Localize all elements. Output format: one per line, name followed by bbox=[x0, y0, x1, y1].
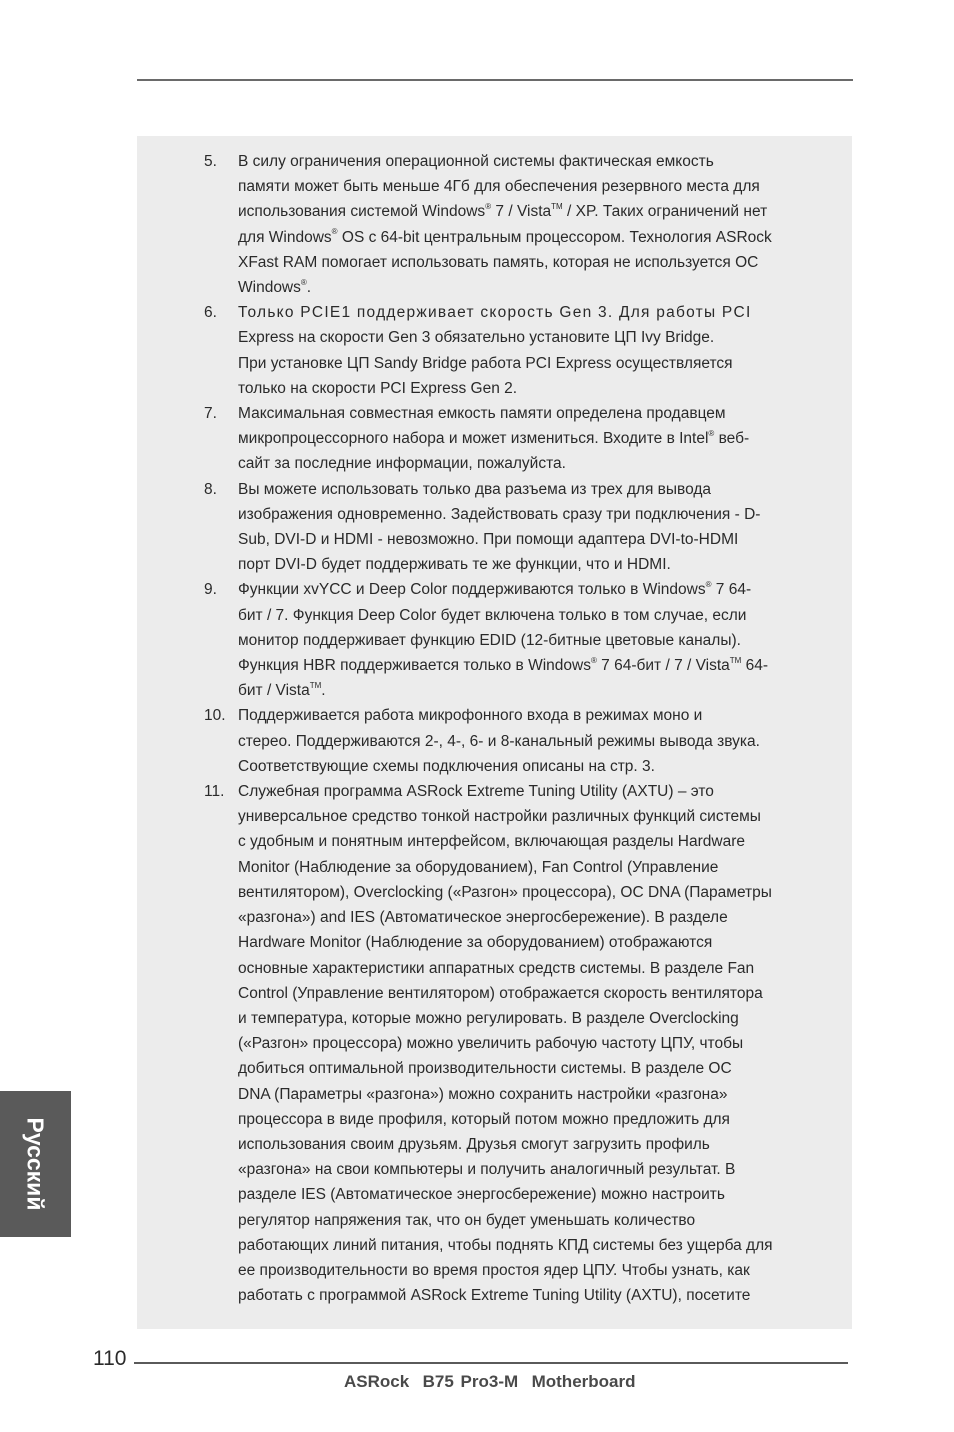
note-text bbox=[238, 149, 820, 300]
note-item bbox=[137, 577, 852, 703]
note-line: ее производительности во время простоя ядер ЦПУ. Чтобы узнать, как bbox=[238, 1261, 750, 1279]
note-line: использования системой Windows® 7 / Vista™ / XP. Таких ограничений нет bbox=[238, 202, 768, 221]
note-line: процессора в виде профиля, который потом можно предложить для bbox=[238, 1110, 730, 1128]
note-line: регулятор напряжения так, что он будет уменьшать количество bbox=[238, 1211, 696, 1229]
note-line: изображения одновременно. Задействовать сразу три подключения - D- bbox=[238, 505, 761, 523]
note-line: Control (Управление вентилятором) отображается скорость вентилятора bbox=[238, 984, 763, 1002]
header-rule bbox=[137, 79, 853, 81]
note-item bbox=[137, 703, 852, 779]
note-text bbox=[238, 703, 820, 779]
note-line: для Windows® OS с 64-bit центральным процессором. Технология ASRock bbox=[238, 227, 772, 246]
note-item bbox=[137, 477, 852, 578]
note-line: и температура, которые можно регулировать. В разделе Overclocking bbox=[238, 1009, 739, 1027]
note-line: добиться оптимальной производительности системы. В разделе OC bbox=[238, 1060, 732, 1078]
note-text bbox=[238, 300, 820, 401]
page-number: 110 bbox=[93, 1347, 127, 1370]
footer-title: ASRock B75 Pro3-M Motherboard bbox=[344, 1372, 636, 1391]
note-number: 6. bbox=[204, 304, 217, 322]
note-line: Соответствующие схемы подключения описаны на стр. 3. bbox=[238, 757, 655, 775]
note-line: работающих линий питания, чтобы поднять КПД системы без ущерба для bbox=[238, 1236, 773, 1254]
note-text bbox=[238, 577, 820, 703]
language-tab bbox=[0, 1091, 71, 1237]
note-line: Sub, DVI-D и HDMI - невозможно. При помощи адаптера DVI-to-HDMI bbox=[238, 531, 739, 549]
note-line: разделе IES (Автоматическое энергосбережение) можно настроить bbox=[238, 1186, 725, 1204]
footer-rule bbox=[134, 1362, 848, 1364]
note-line: бит / 7. Функция Deep Color будет включена только в том случае, если bbox=[238, 606, 747, 624]
note-line: В силу ограничения операционной системы фактическая емкость bbox=[238, 153, 714, 170]
language-tab-label: Русский bbox=[22, 1117, 49, 1211]
note-line: основные характеристики аппаратных средств системы. В разделе Fan bbox=[238, 959, 755, 977]
note-line: с удобным и понятным интерфейсом, включающая разделы Hardware bbox=[238, 833, 745, 851]
note-item bbox=[137, 779, 852, 1308]
note-text bbox=[238, 779, 820, 1308]
note-line: только на скорости PCI Express Gen 2. bbox=[238, 379, 518, 397]
note-line: бит / Vista™. bbox=[238, 681, 326, 700]
note-line: Функция HBR поддерживается только в Windows® 7 64-бит / 7 / Vista™ 64- bbox=[238, 655, 769, 675]
note-line: микропроцессорного набора и может измениться. Входите в Intel® веб- bbox=[238, 429, 750, 448]
note-line: Функции xvYCC и Deep Color поддерживаются только в Windows® 7 64- bbox=[238, 580, 752, 599]
note-line: Hardware Monitor (Наблюдение за оборудованием) отображаются bbox=[238, 934, 713, 952]
note-line: «разгона» на свои компьютеры и получить аналогичный результат. В bbox=[238, 1161, 736, 1179]
note-line: Express на скорости Gen 3 обязательно установите ЦП Ivy Bridge. bbox=[238, 329, 715, 347]
note-item bbox=[137, 401, 852, 477]
note-item bbox=[137, 149, 852, 300]
note-line: использования своим друзьям. Друзья смогут загрузить профиль bbox=[238, 1135, 710, 1153]
note-line: Только PCIE1 поддерживает скорость Gen 3. Для работы PCI bbox=[238, 304, 752, 322]
note-line: монитор поддерживает функцию EDID (12-битные цветовые каналы). bbox=[238, 631, 741, 649]
note-line: сайт за последние информации, пожалуйста. bbox=[238, 455, 566, 473]
note-line: DNA (Параметры «разгона») можно сохранить настройки «разгона» bbox=[238, 1085, 728, 1103]
note-number: 8. bbox=[204, 480, 217, 498]
note-line: вентилятором), Overclocking («Разгон» процессора), OC DNA (Параметры bbox=[238, 883, 772, 901]
note-number: 10. bbox=[204, 707, 226, 725]
note-line: работать с программой ASRock Extreme Tuning Utility (AXTU), посетите bbox=[238, 1287, 751, 1305]
note-line: памяти может быть меньше 4Гб для обеспечения резервного места для bbox=[238, 178, 760, 196]
notes-panel bbox=[137, 136, 852, 1329]
note-line: Вы можете использовать только два разъема из трех для вывода bbox=[238, 480, 712, 498]
note-line: Поддерживается работа микрофонного входа в режимах моно и bbox=[238, 707, 703, 725]
note-text bbox=[238, 401, 820, 477]
note-number: 11. bbox=[204, 783, 225, 801]
note-text bbox=[238, 477, 820, 578]
note-line: Windows®. bbox=[238, 277, 312, 297]
note-line: «разгона») and IES (Автоматическое энергосбережение). В разделе bbox=[238, 909, 728, 927]
note-number: 9. bbox=[204, 581, 217, 599]
note-line: стерео. Поддерживаются 2-, 4-, 6- и 8-канальный режимы вывода звука. bbox=[238, 732, 760, 750]
note-line: универсальное средство тонкой настройки различных функций системы bbox=[238, 808, 761, 826]
note-line: Служебная программа ASRock Extreme Tuning Utility (AXTU) – это bbox=[238, 783, 714, 801]
note-line: Максимальная совместная емкость памяти определена продавцем bbox=[238, 405, 726, 423]
note-item bbox=[137, 300, 852, 401]
note-line: порт DVI-D будет поддерживать те же функции, что и HDMI. bbox=[238, 556, 671, 574]
note-line: XFast RAM помогает использовать память, которая не используется ОС bbox=[238, 253, 759, 271]
note-number: 5. bbox=[204, 153, 217, 170]
note-line: («Разгон» процессора) можно увеличить рабочую частоту ЦПУ, чтобы bbox=[238, 1035, 744, 1053]
notes-list bbox=[137, 149, 852, 1308]
note-line: Monitor (Наблюдение за оборудованием), Fan Control (Управление bbox=[238, 858, 719, 876]
note-line: При установке ЦП Sandy Bridge работа PCI Express осуществляется bbox=[238, 354, 733, 372]
note-number: 7. bbox=[204, 405, 217, 423]
